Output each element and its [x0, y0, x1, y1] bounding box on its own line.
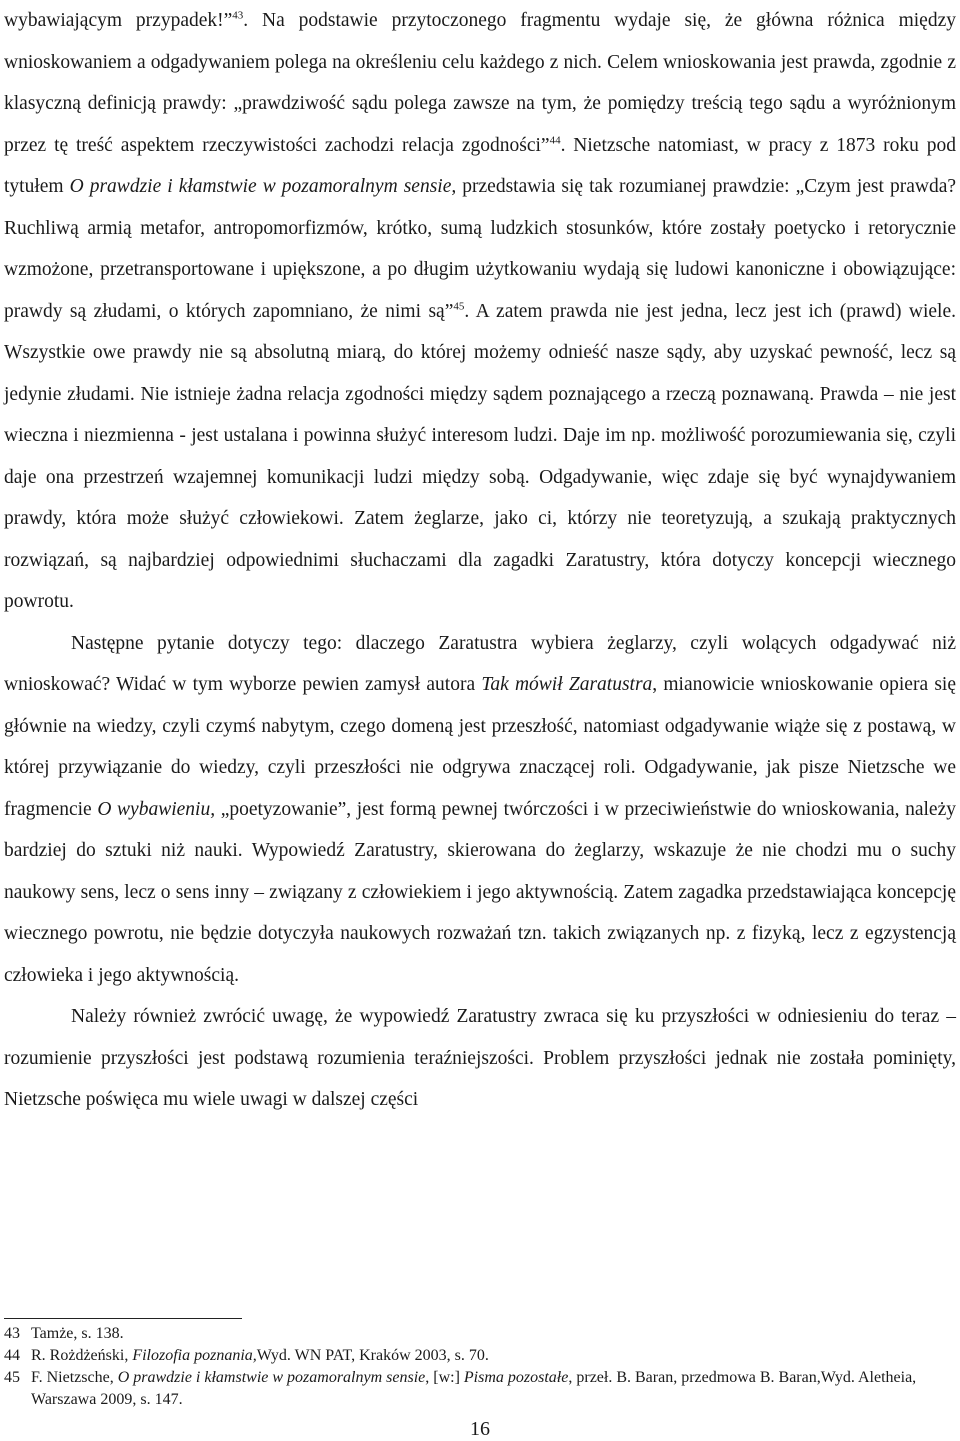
footnote-text: Tamże, s. 138. — [31, 1325, 124, 1342]
italic-title: O prawdzie i kłamstwie w pozamoralnym sensie, — [69, 176, 457, 197]
text-run: , [w:] — [425, 1369, 464, 1386]
paragraph-1 — [4, 0, 956, 623]
footnote-number: 43 — [4, 1325, 20, 1342]
paragraph-2 — [4, 623, 956, 997]
footnote-number: 45 — [4, 1369, 20, 1386]
text-run: Następne pytanie dotyczy tego: dlaczego Zaratustra wybiera żeglarzy, czyli wolących odgadywać niż wnioskować? Widać w tym wyborze pewien zamysł autora — [4, 632, 956, 695]
italic-title: O prawdzie i kłamstwie w pozamoralnym sensie — [117, 1369, 426, 1386]
italic-title: Pisma pozostałe — [463, 1369, 569, 1386]
page-number: 16 — [470, 1418, 490, 1440]
footnote-44 — [4, 1345, 956, 1367]
footnote-text — [31, 1345, 956, 1367]
footnote-text — [31, 1367, 956, 1411]
text-run: , przeł. B. Baran, przedmowa B. Baran,Wyd. Aletheia, Warszawa 2009, s. 147. — [31, 1369, 917, 1408]
footnote-number: 44 — [4, 1347, 20, 1364]
text-run: Wyd. WN PAT, Kraków 2003, s. 70. — [256, 1347, 489, 1364]
document-body — [4, 0, 956, 1121]
footnote-ref-45[interactable]: 45 — [453, 300, 465, 312]
text-run: F. Nietzsche, — [31, 1369, 118, 1386]
footnote-divider — [4, 1318, 242, 1319]
footnote-ref-43[interactable]: 43 — [232, 9, 244, 22]
italic-title: Filozofia poznania, — [132, 1347, 257, 1364]
text-run: przedstawia się tak rozumianej prawdzie: „Czym jest prawda? Ruchliwą armią metafor, antropomorfizmów, krótko, sumą ludzkich stosunków, które zostały poetycko i retorycznie wzmożone, przetransportowane i upiększone, a po długim użytkowaniu wydają się ludowi kanoniczne i obowiązujące: prawdy są złudami, o których zapomniano, że nimi są” — [4, 176, 957, 322]
text-run: . A zatem prawda nie jest jedna, lecz jest ich (prawd) wiele. Wszystkie owe prawdy nie są absolutną miarą, do której możemy odnieść nasze sądy, aby uzyskać pewność, lecz są jedynie złudami. Nie istnieje żadna relacja zgodności między sądem poznającego a rzeczą poznawaną. Prawda – nie jest wieczna i niezmienna - jest ustalana i powinna służyć interesom ludzi. Daje im np. możliwość porozumiewania się, czyli daje ona przestrzeń wzajemnej komunikacji ludzi między sobą. Odgadywanie, więc zdaje się być wynajdywaniem prawdy, która może służyć człowiekowi. Zatem żeglarze, jako ci, którzy nie teoretyzują, a szukają praktycznych rozwiązań, są najbardziej odpowiednimi słuchaczami dla zagadki Zaratustry, która dotyczy koncepcji wiecznego powrotu. — [4, 300, 956, 612]
text-run: R. Rożdżeński, — [31, 1347, 133, 1364]
text-run: , mianowicie wnioskowanie opiera się głównie na wiedzy, czyli czymś nabytym, czego domeną jest przeszłość, natomiast odgadywanie wiąże się z postawą, w której przywiązanie do wiedzy, czyli przeszłości nie odgrywa znaczącej roli. Odgadywanie, jak pisze Nietzsche we fragmencie — [4, 674, 956, 820]
italic-title: Tak mówił Zaratustra — [481, 674, 653, 695]
paragraph-3: Należy również zwrócić uwagę, że wypowiedź Zaratustry zwraca się ku przyszłości w odniesieniu do teraz – rozumienie przyszłości jest podstawą rozumienia teraźniejszości. Problem przyszłości jednak nie została pominięty, Nietzsche poświęca mu wiele uwagi w dalszej części — [4, 1006, 956, 1110]
text-run: „poetyzowanie”, jest formą pewnej twórczości i w przeciwieństwie do wnioskowania, należy bardziej do sztuki niż nauki. Wypowiedź Zaratustry, skierowana do żeglarzy, wskazuje że nie chodzi mu o suchy naukowy sens, lecz o sens inny – związany z człowiekiem i jego aktywnością. Zatem zagadka przedstawiająca koncepcję wiecznego powrotu, nie będzie dotyczyła naukowych rozważań tzn. takich związanych np. z fizyką, lecz z egzystencją człowieka i jego aktywnością. — [4, 798, 956, 986]
footnote-ref-44[interactable]: 44 — [549, 134, 561, 146]
footnote-45 — [4, 1367, 956, 1411]
text-run: . Nietzsche natomiast, w pracy z 1873 roku pod tytułem — [4, 134, 956, 197]
footnote-43 — [4, 1323, 956, 1345]
italic-title: O wybawieniu, — [97, 798, 216, 820]
footnotes — [4, 1318, 956, 1411]
text-run: . Na podstawie przytoczonego fragmentu wydaje się, że główna różnica między wnioskowaniem a odgadywaniem polega na określeniu celu każdego z nich. Celem wnioskowania jest prawda, zgodnie z klasyczną definicją prawdy: „prawdziwość sądu polega zawsze na tym, że pomiędzy treścią tego sądu a wyróżnionym przez tę treść aspektem rzeczywistości zachodzi relacja zgodności” — [4, 10, 956, 156]
text-run: wybawiającym przypadek!” — [4, 10, 233, 31]
